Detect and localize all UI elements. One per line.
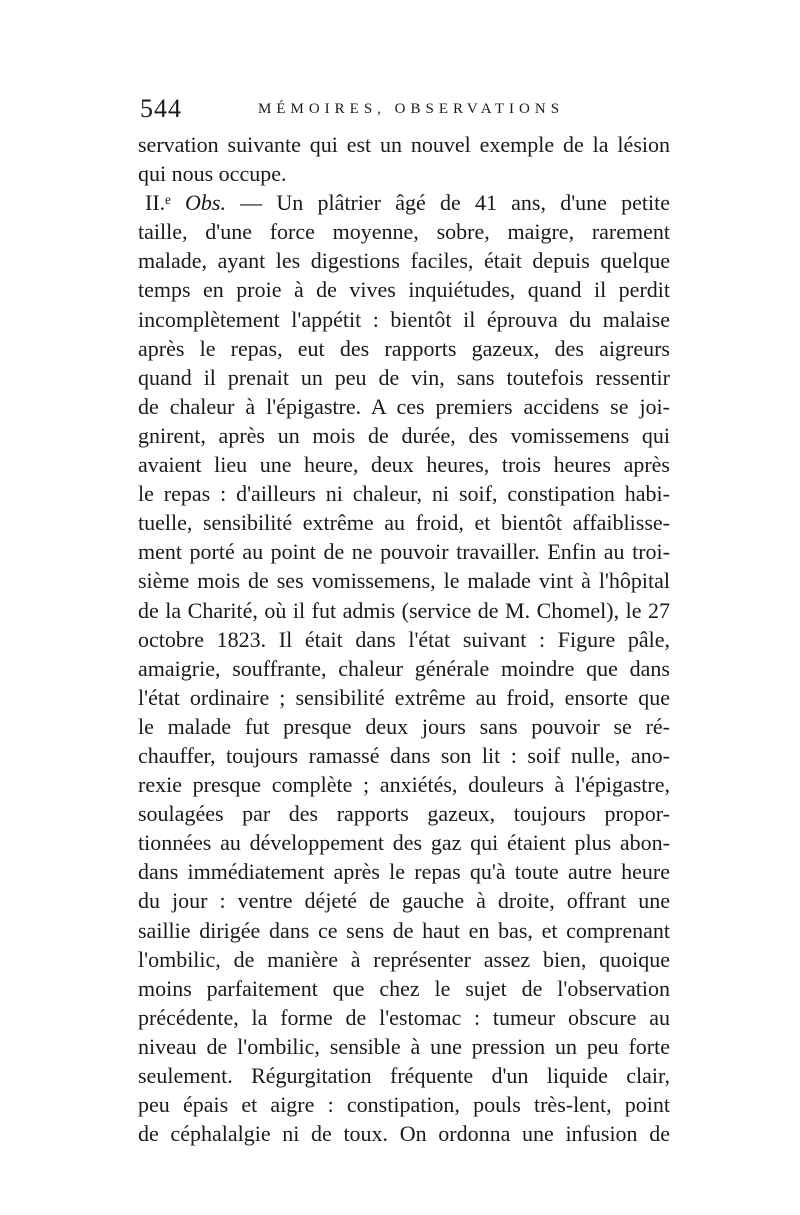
text-line: gnirent, après un mois de durée, des vomissemens qui — [138, 422, 670, 448]
text-line: sième mois de ses vomissemens, le malade vint à l'hôpital — [138, 568, 670, 594]
text-line: chauffer, toujours ramassé dans son lit : soif nulle, ano- — [138, 742, 670, 768]
page-number: 544 — [140, 94, 182, 123]
text-line: saillie dirigée dans ce sens de haut en bas, et comprenant — [138, 917, 670, 943]
text-line: le malade fut presque deux jours sans pouvoir se ré- — [138, 713, 670, 739]
text-line: du jour : ventre déjeté de gauche à droite, offrant une — [138, 888, 670, 914]
text-line: l'état ordinaire ; sensibilité extrême au froid, ensorte que — [138, 684, 670, 710]
text-line: l'ombilic, de manière à représenter assez bien, quoique — [138, 946, 670, 972]
text-line: servation suivante qui est un nouvel exemple de la lésion — [138, 132, 670, 157]
text-line: après le repas, eut des rapports gazeux, des aigreurs — [138, 335, 670, 361]
text-line: taille, d'une force moyenne, sobre, maigre, rarement — [138, 219, 670, 245]
body-text — [138, 130, 670, 1148]
text-line: niveau de l'ombilic, sensible à une pression un peu forte — [138, 1033, 670, 1059]
text-line: amaigrie, souffrante, chaleur générale moindre que dans — [138, 655, 670, 681]
text-line: de céphalalgie ni de toux. On ordonna une infusion de — [138, 1121, 670, 1147]
text-line: peu épais et aigre : constipation, pouls très-lent, point — [138, 1092, 670, 1118]
text-line: dans immédiatement après le repas qu'à toute autre heure — [138, 859, 670, 885]
text-line: malade, ayant les digestions faciles, était depuis quelque — [138, 248, 670, 274]
text-line: de chaleur à l'épigastre. A ces premiers accidens se joi- — [138, 393, 670, 419]
observation-label: Obs. — [185, 190, 226, 216]
text-line: II.ᵉ Obs. — Un plâtrier âgé de 41 ans, d'une petite — [145, 190, 671, 216]
text-line: octobre 1823. Il était dans l'état suivant : Figure pâle, — [138, 626, 670, 652]
text-line: tuelle, sensibilité extrême au froid, et bientôt affaiblisse- — [138, 510, 670, 536]
text-line: seulement. Régurgitation fréquente d'un liquide clair, — [138, 1063, 670, 1088]
text-line: de la Charité, où il fut admis (service de M. Chomel), le 27 — [138, 597, 670, 623]
text-line: moins parfaitement que chez le sujet de l'observation — [138, 975, 670, 1001]
text-line: qui nous occupe. — [138, 161, 287, 187]
page-header — [140, 94, 670, 126]
text-line: rexie presque complète ; anxiétés, douleurs à l'épigastre, — [138, 772, 670, 798]
running-head: MÉMOIRES, OBSERVATIONS — [258, 101, 565, 117]
text-line: précédente, la forme de l'estomac : tumeur obscure au — [138, 1004, 670, 1030]
text-line: incomplètement l'appétit : bientôt il éprouva du malaise — [138, 306, 670, 332]
text-line: ment porté au point de ne pouvoir travailler. Enfin au troi- — [138, 539, 670, 565]
text-line: le repas : d'ailleurs ni chaleur, ni soif, constipation habi- — [138, 481, 670, 507]
text-line: tionnées au développement des gaz qui étaient plus abon- — [138, 830, 670, 856]
text-line: temps en proie à de vives inquiétudes, quand il perdit — [138, 277, 670, 303]
text-line: avaient lieu une heure, deux heures, trois heures après — [138, 452, 670, 478]
text-line: soulagées par des rapports gazeux, toujours propor- — [138, 801, 670, 827]
text-line: quand il prenait un peu de vin, sans toutefois ressentir — [138, 364, 670, 390]
